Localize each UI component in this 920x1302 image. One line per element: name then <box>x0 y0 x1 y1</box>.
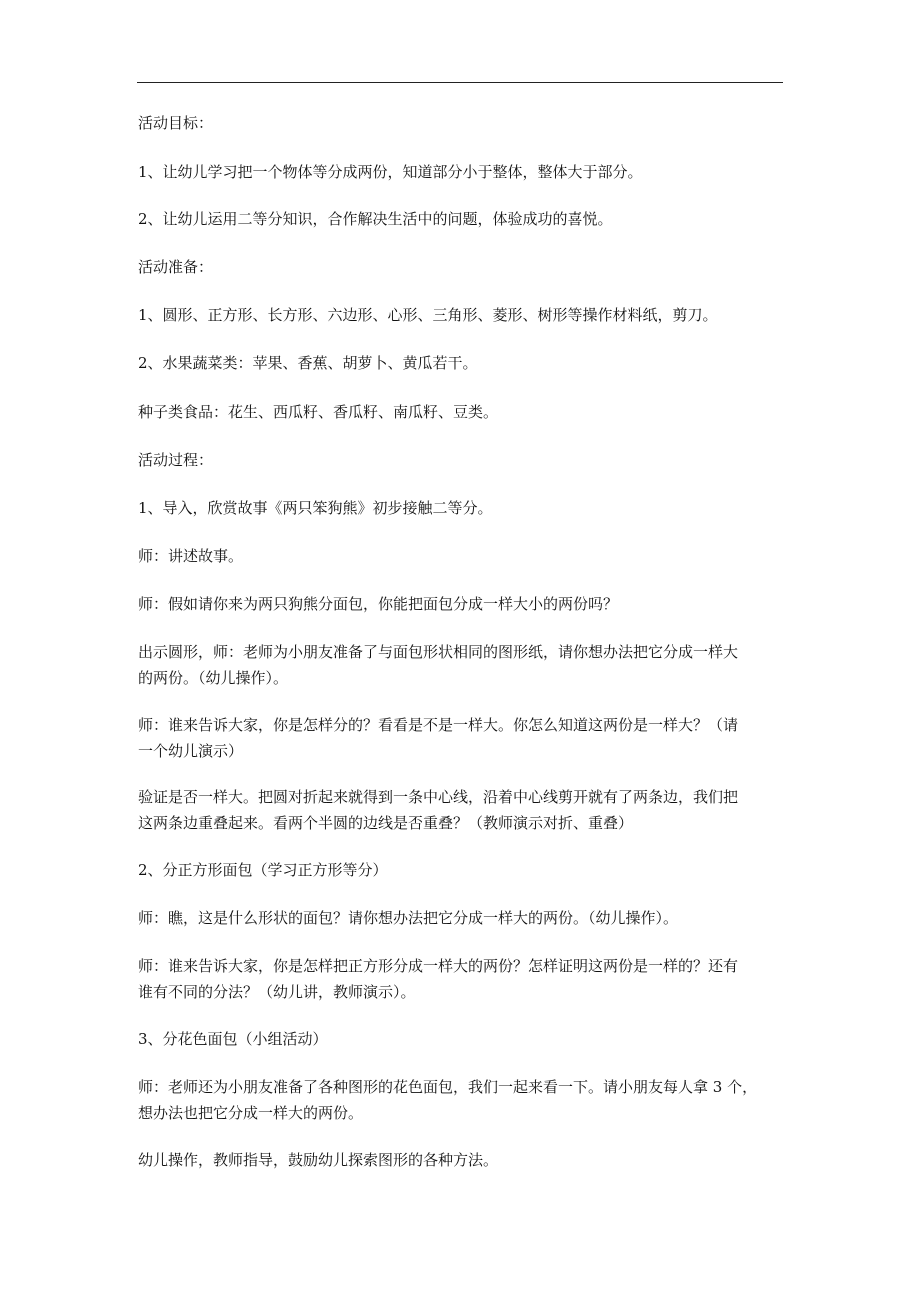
process-paragraph: 验证是否一样大。把圆对折起来就得到一条中心线，沿着中心线剪开就有了两条边，我们把 这两条边重叠起来。看两个半圆的边线是否重叠？（教师演示对折、重叠） <box>138 788 739 832</box>
process-paragraph: 师：瞧，这是什么形状的面包？请你想办法把它分成一样大的两份。（幼儿操作）。 <box>138 909 679 927</box>
section-heading-preparation: 活动准备： <box>138 258 214 276</box>
process-step-2: 2、分正方形面包（学习正方形等分） <box>138 861 388 879</box>
process-paragraph: 出示圆形，师：老师为小朋友准备了与面包形状相同的图形纸，请你想办法把它分成一样大 的两份。（幼儿操作）。 <box>138 643 739 687</box>
section-heading-goals: 活动目标： <box>138 114 214 132</box>
goal-item-1: 1、让幼儿学习把一个物体等分成两份，知道部分小于整体，整体大于部分。 <box>138 163 643 181</box>
process-step-1: 1、导入，欣赏故事《两只笨狗熊》初步接触二等分。 <box>138 499 493 517</box>
process-paragraph: 师：谁来告诉大家，你是怎样把正方形分成一样大的两份？怎样证明这两份是一样的？还有 谁有不同的分法？（幼儿讲，教师演示）。 <box>138 957 739 1001</box>
process-paragraph: 幼儿操作，教师指导，鼓励幼儿探索图形的各种方法。 <box>138 1151 499 1169</box>
preparation-item-1: 1、圆形、正方形、长方形、六边形、心形、三角形、菱形、树形等操作材料纸，剪刀。 <box>138 306 718 324</box>
process-paragraph: 师：假如请你来为两只狗熊分面包，你能把面包分成一样大小的两份吗？ <box>138 595 619 613</box>
process-paragraph: 师：讲述故事。 <box>138 547 244 565</box>
preparation-item-2: 2、水果蔬菜类：苹果、香蕉、胡萝卜、黄瓜若干。 <box>138 354 478 372</box>
section-heading-process: 活动过程： <box>138 451 214 469</box>
process-paragraph: 师：老师还为小朋友准备了各种图形的花色面包，我们一起来看一下。请小朋友每人拿 3 个， 想办法也把它分成一样大的两份。 <box>138 1078 758 1122</box>
preparation-item-3: 种子类食品：花生、西瓜籽、香瓜籽、南瓜籽、豆类。 <box>138 403 499 421</box>
header-rule <box>137 82 783 83</box>
process-step-3: 3、分花色面包（小组活动） <box>138 1030 328 1048</box>
process-paragraph: 师：谁来告诉大家，你是怎样分的？看看是不是一样大。你怎么知道这两份是一样大？（请 一个幼儿演示） <box>138 716 739 760</box>
goal-item-2: 2、让幼儿运用二等分知识，合作解决生活中的问题，体验成功的喜悦。 <box>138 210 613 228</box>
